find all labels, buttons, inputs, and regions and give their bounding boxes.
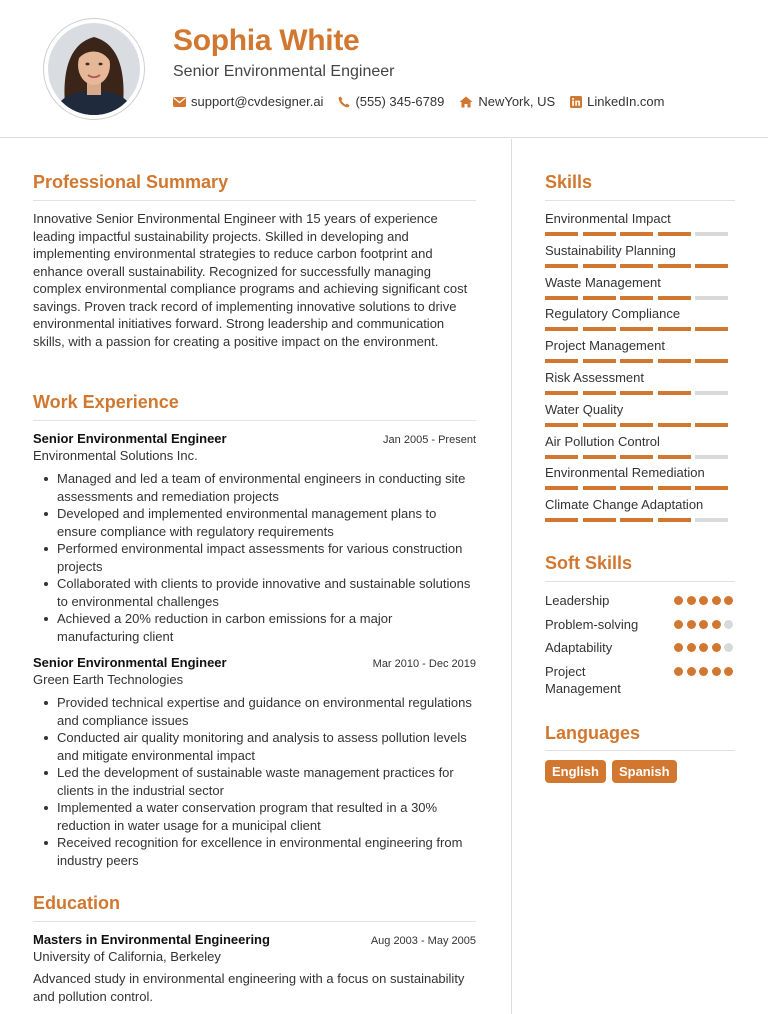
skill-level-segment (658, 359, 691, 363)
skill-level-bar (545, 423, 733, 427)
languages-list (545, 760, 683, 783)
job-bullet: Managed and led a team of environmental engineers in conducting site assessments and remediation projects (33, 470, 476, 505)
job-bullet: Provided technical expertise and guidance on environmental regulations and compliance issues (33, 694, 476, 729)
skill-level-bar (545, 264, 733, 268)
soft-skills-list (545, 592, 733, 704)
rating-dot (724, 643, 733, 652)
skill-level-segment (695, 359, 728, 363)
skill-item (545, 464, 733, 496)
email-text: support@cvdesigner.ai (191, 94, 324, 109)
job-bullet: Conducted air quality monitoring and analysis to assess pollution levels and mitigate environmental impact (33, 729, 476, 764)
skill-level-segment (658, 423, 691, 427)
skill-level-segment (545, 423, 578, 427)
skill-name: Environmental Impact (545, 211, 671, 226)
skill-item (545, 337, 733, 369)
skill-name: Waste Management (545, 274, 661, 290)
skill-level-segment (545, 296, 578, 300)
contact-phone[interactable] (338, 94, 444, 109)
job-bullet: Performed environmental impact assessments for various construction projects (33, 540, 476, 575)
skill-level-bar (545, 232, 733, 236)
soft-skill-name: Problem-solving (545, 616, 639, 632)
skill-level-segment (620, 391, 653, 395)
candidate-name: Sophia White (173, 24, 360, 57)
rating-dot (724, 667, 733, 676)
rating-dot (699, 667, 708, 676)
language-badge: English (545, 760, 606, 783)
skill-level-segment (583, 486, 616, 490)
skill-level-segment (620, 264, 653, 268)
soft-skill-item (545, 663, 733, 698)
job-bullet: Collaborated with clients to provide innovative and sustainable solutions to environmental challenges (33, 575, 476, 610)
skill-name: Sustainability Planning (545, 242, 676, 258)
job-bullets (33, 470, 476, 645)
job-bullet: Received recognition for excellence in environmental engineering from industry peers (33, 834, 476, 869)
job-dates: Mar 2010 - Dec 2019 (372, 658, 476, 670)
skill-name: Project Management (545, 338, 665, 354)
skill-level-segment (583, 296, 616, 300)
skill-item (545, 210, 733, 242)
rating-dot (712, 643, 721, 652)
job-company: Green Earth Technologies (33, 672, 184, 687)
skill-level-segment (658, 455, 691, 459)
job-entry (33, 431, 476, 645)
skill-level-segment (695, 391, 728, 395)
skill-level-segment (620, 296, 653, 300)
envelope-icon (173, 97, 186, 107)
skill-level-bar (545, 296, 733, 300)
skill-level-segment (695, 455, 728, 459)
language-badge: Spanish (612, 760, 677, 783)
rating-dot (674, 596, 683, 605)
skill-name: Water Quality (545, 401, 624, 417)
skill-level-bar (545, 327, 733, 331)
skill-level-segment (658, 327, 691, 331)
rating-dot (674, 643, 683, 652)
rating-dot (724, 596, 733, 605)
phone-icon (338, 96, 350, 108)
skill-level-segment (620, 327, 653, 331)
skill-name: Air Pollution Control (545, 433, 660, 449)
summary-heading: Professional Summary (33, 172, 229, 192)
phone-text: (555) 345-6789 (355, 94, 445, 109)
experience-rule (33, 420, 476, 421)
skill-item (545, 433, 733, 465)
education-rule (33, 921, 476, 922)
skill-level-bar (545, 455, 733, 459)
skill-level-segment (545, 232, 578, 236)
rating-dot (712, 667, 721, 676)
job-bullet: Achieved a 20% reduction in carbon emissions for a major manufacturing client (33, 610, 476, 645)
skill-item (545, 274, 733, 306)
skill-level-segment (695, 232, 728, 236)
rating-dot (699, 596, 708, 605)
contact-location (459, 94, 555, 109)
profile-photo (48, 23, 140, 115)
education-dates: Aug 2003 - May 2005 (370, 935, 476, 947)
skill-name: Environmental Remediation (545, 465, 705, 481)
skill-level-segment (620, 232, 653, 236)
soft-skill-name: Leadership (545, 593, 610, 608)
contact-email[interactable] (173, 94, 323, 109)
linkedin-text: LinkedIn.com (587, 94, 665, 109)
summary-text: Innovative Senior Environmental Engineer with 15 years of experience leading impactful sustainability projects. Skilled in developing and implementing environmental strategies to reduce carbon footprint and enhance overall sustainability. Recognized for successfully managing complex environmental compliance programs and achieving significant cost savings. Proven track record of implementing innovative solutions to drive environmental initiatives forward. Strong leadership and communication skills, with a passion for creating a positive impact on the environment. (33, 211, 468, 349)
rating-dot (699, 620, 708, 629)
skill-level-segment (545, 264, 578, 268)
skill-item (545, 496, 733, 528)
skill-level-segment (583, 518, 616, 522)
skill-level-segment (658, 391, 691, 395)
column-divider (511, 139, 512, 1014)
skill-level-segment (695, 423, 728, 427)
skill-level-segment (583, 359, 616, 363)
skill-level-segment (658, 264, 691, 268)
degree-title: Masters in Environmental Engineering (33, 932, 270, 947)
candidate-title: Senior Environmental Engineer (173, 63, 395, 80)
job-bullet: Developed and implemented environmental management plans to ensure compliance with regulatory requirements (33, 505, 476, 540)
school-name: University of California, Berkeley (33, 949, 221, 964)
rating-dot (724, 620, 733, 629)
skill-level-segment (545, 486, 578, 490)
linkedin-icon (570, 96, 582, 108)
skill-level-segment (695, 264, 728, 268)
education-entry (33, 932, 476, 1005)
soft-skills-heading: Soft Skills (545, 553, 633, 573)
skill-level-segment (695, 327, 728, 331)
skill-level-bar (545, 486, 733, 490)
soft-skill-item (545, 616, 733, 634)
soft-skill-name: Adaptability (545, 640, 613, 655)
skill-level-segment (545, 359, 578, 363)
experience-heading: Work Experience (33, 392, 179, 412)
skill-level-segment (658, 232, 691, 236)
profile-photo-frame (43, 18, 145, 120)
job-dates: Jan 2005 - Present (383, 434, 476, 446)
soft-skill-rating (671, 592, 734, 605)
location-text: NewYork, US (478, 94, 556, 109)
skill-level-segment (658, 296, 691, 300)
skill-name: Risk Assessment (545, 369, 644, 385)
job-bullet: Led the development of sustainable waste management practices for clients in the industrial sector (33, 764, 476, 799)
skill-item (545, 242, 733, 274)
job-company: Environmental Solutions Inc. (33, 448, 198, 463)
skill-level-segment (545, 327, 578, 331)
job-title: Senior Environmental Engineer (33, 431, 227, 446)
contact-linkedin[interactable] (570, 94, 664, 109)
skill-level-segment (583, 264, 616, 268)
rating-dot (687, 643, 696, 652)
skill-level-segment (620, 518, 653, 522)
skill-level-segment (695, 486, 728, 490)
soft-skill-item (545, 592, 733, 610)
skill-level-segment (620, 359, 653, 363)
home-icon (459, 96, 473, 108)
job-entry (33, 655, 476, 869)
rating-dot (674, 667, 683, 676)
skill-level-segment (620, 486, 653, 490)
education-heading: Education (33, 893, 121, 913)
skills-rule (545, 200, 735, 201)
rating-dot (712, 620, 721, 629)
skill-item (545, 305, 733, 337)
soft-skill-rating (671, 639, 734, 652)
rating-dot (699, 643, 708, 652)
rating-dot (687, 620, 696, 629)
soft-skill-item (545, 639, 733, 657)
rating-dot (687, 667, 696, 676)
skills-list (545, 210, 733, 528)
job-title: Senior Environmental Engineer (33, 655, 227, 670)
skill-item (545, 369, 733, 401)
job-bullet: Implemented a water conservation program that resulted in a 30% reduction in water usage for a municipal client (33, 799, 476, 834)
soft-skill-rating (671, 663, 734, 676)
skill-level-segment (658, 518, 691, 522)
skill-level-segment (583, 232, 616, 236)
contact-bar (173, 94, 680, 109)
soft-skill-rating (671, 616, 734, 629)
skills-heading: Skills (545, 172, 593, 192)
skill-level-segment (545, 518, 578, 522)
skill-level-segment (583, 391, 616, 395)
skill-level-segment (695, 518, 728, 522)
skill-level-segment (620, 423, 653, 427)
skill-level-segment (545, 455, 578, 459)
rating-dot (687, 596, 696, 605)
skill-level-segment (658, 486, 691, 490)
skill-level-segment (620, 455, 653, 459)
job-bullets (33, 694, 476, 869)
languages-heading: Languages (545, 723, 641, 743)
education-description: Advanced study in environmental engineering with a focus on sustainability and pollution control. (33, 971, 465, 1004)
resume-header (0, 0, 768, 138)
languages-rule (545, 750, 735, 751)
skill-level-segment (583, 327, 616, 331)
soft-skills-rule (545, 581, 735, 582)
skill-level-segment (695, 296, 728, 300)
skill-item (545, 401, 733, 433)
skill-level-segment (545, 391, 578, 395)
skill-level-segment (583, 423, 616, 427)
soft-skill-name: Project Management (545, 663, 621, 696)
skill-level-segment (583, 455, 616, 459)
skill-name: Climate Change Adaptation (545, 497, 704, 513)
rating-dot (712, 596, 721, 605)
skill-level-bar (545, 391, 733, 395)
skill-level-bar (545, 518, 733, 522)
skill-name: Regulatory Compliance (545, 306, 681, 322)
rating-dot (674, 620, 683, 629)
summary-rule (33, 200, 476, 201)
skill-level-bar (545, 359, 733, 363)
